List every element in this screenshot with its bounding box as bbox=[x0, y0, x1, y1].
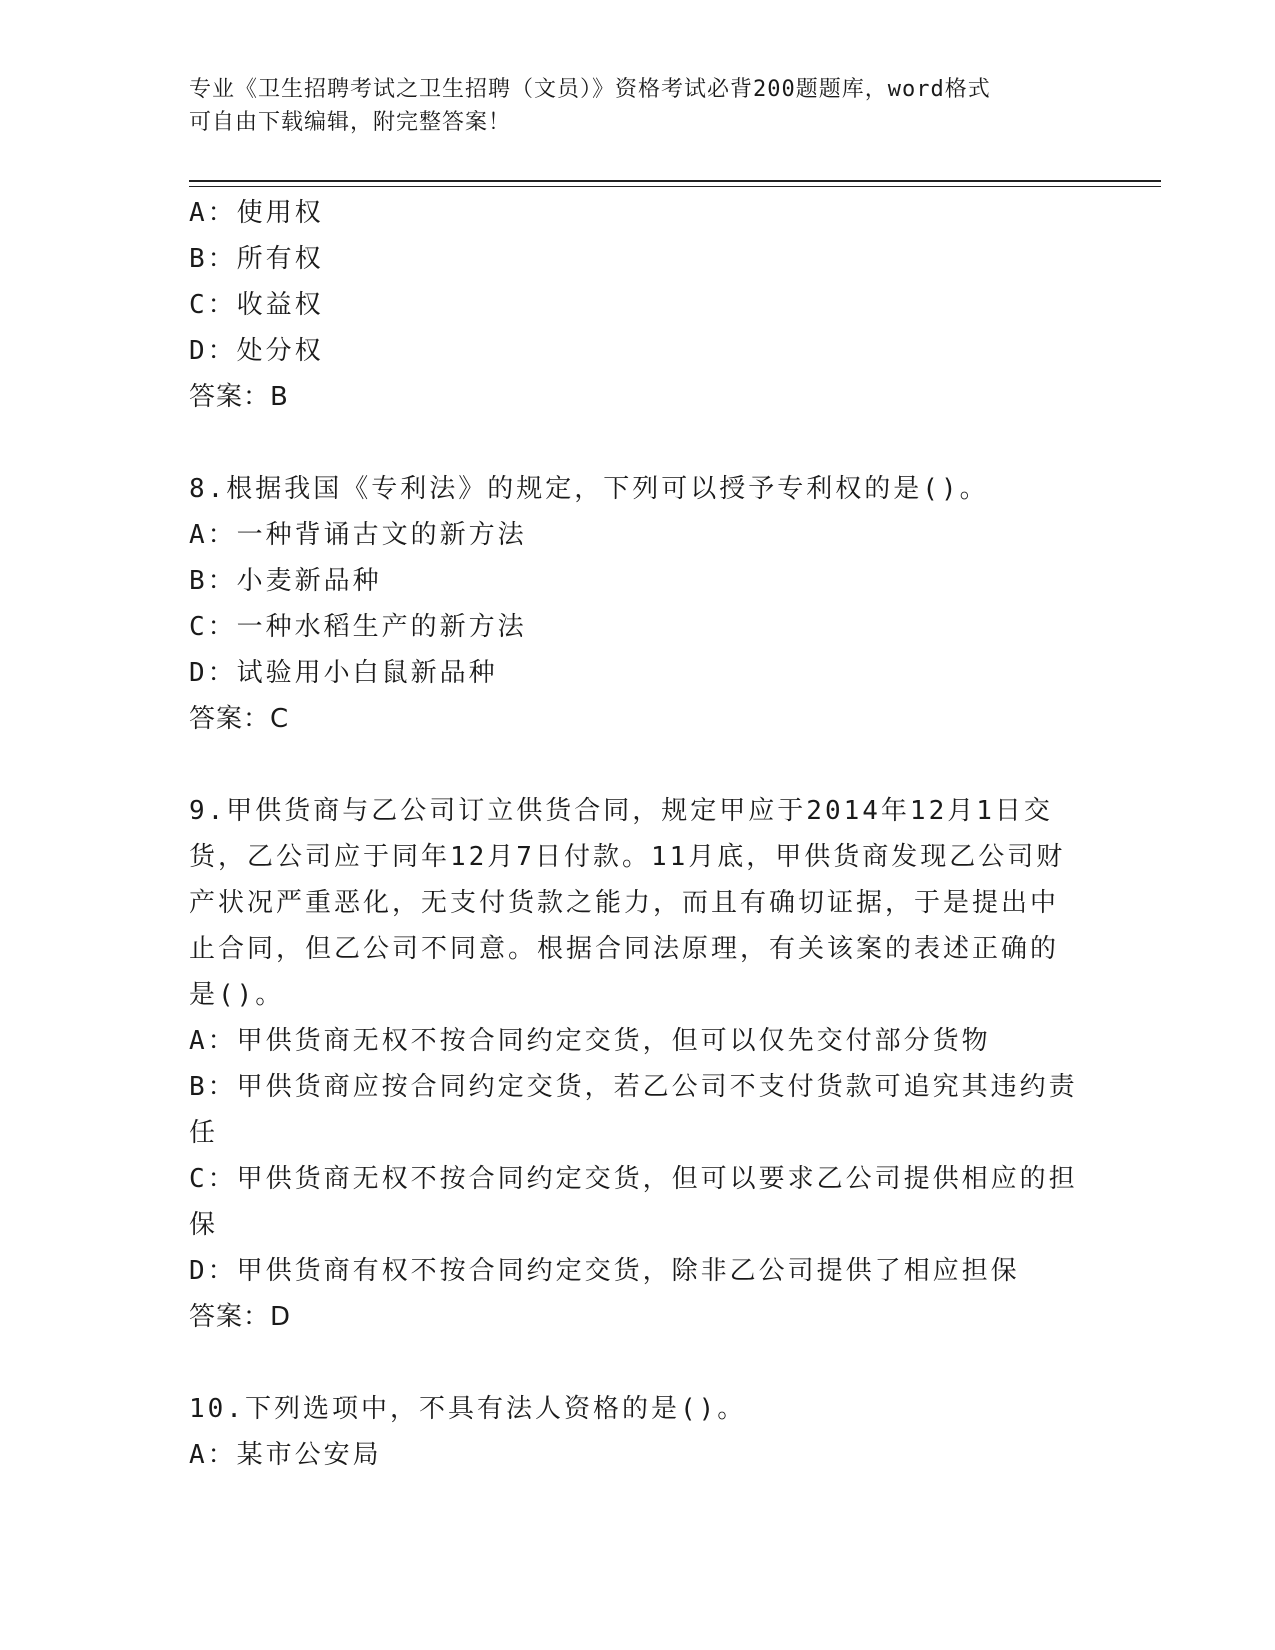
q8-option-c: C：一种水稻生产的新方法 bbox=[189, 612, 527, 642]
q8-option-d: D：试验用小白鼠新品种 bbox=[189, 658, 498, 688]
header-rule-thick bbox=[189, 180, 1161, 182]
header-rule-thin bbox=[189, 186, 1161, 187]
q8-option-b: B：小麦新品种 bbox=[189, 566, 382, 596]
q9-stem-line: 止合同，但乙公司不同意。根据合同法原理，有关该案的表述正确的 bbox=[189, 934, 1060, 964]
q9-option-c: C：甲供货商无权不按合同约定交货，但可以要求乙公司提供相应的担 bbox=[189, 1164, 1078, 1194]
q7-option-a: A：使用权 bbox=[189, 198, 324, 228]
document-header bbox=[189, 73, 1079, 139]
spacer bbox=[189, 742, 1089, 788]
question-list bbox=[189, 190, 1089, 1478]
q10-option-a: A：某市公安局 bbox=[189, 1440, 382, 1470]
header-line-2: 可自由下载编辑，附完整答案！ bbox=[189, 110, 512, 135]
q9-option-b: B：甲供货商应按合同约定交货，若乙公司不支付货款可追究其违约责 bbox=[189, 1072, 1078, 1102]
q7-answer: 答案：B bbox=[189, 382, 289, 412]
spacer bbox=[189, 1340, 1089, 1386]
q7-option-c: C：收益权 bbox=[189, 290, 324, 320]
q9-option-a: A：甲供货商无权不按合同约定交货，但可以仅先交付部分货物 bbox=[189, 1026, 991, 1056]
q8-stem: 8.根据我国《专利法》的规定，下列可以授予专利权的是()。 bbox=[189, 474, 989, 504]
q7-option-b: B：所有权 bbox=[189, 244, 324, 274]
q7-option-d: D：处分权 bbox=[189, 336, 324, 366]
q9-stem-line: 货，乙公司应于同年12月7日付款。11月底，甲供货商发现乙公司财 bbox=[189, 842, 1066, 872]
q10-stem: 10.下列选项中，不具有法人资格的是()。 bbox=[189, 1394, 747, 1424]
q9-stem-line: 9.甲供货商与乙公司订立供货合同，规定甲应于2014年12月1日交 bbox=[189, 796, 1053, 826]
q8-option-a: A：一种背诵古文的新方法 bbox=[189, 520, 527, 550]
q9-option-b-cont: 任 bbox=[189, 1118, 219, 1148]
q9-answer: 答案：D bbox=[189, 1302, 292, 1332]
header-line-1: 专业《卫生招聘考试之卫生招聘（文员）》资格考试必背200题题库，word格式 bbox=[189, 77, 991, 102]
spacer bbox=[189, 420, 1089, 466]
q9-stem-line: 是()。 bbox=[189, 980, 285, 1010]
q9-stem-line: 产状况严重恶化，无支付货款之能力，而且有确切证据，于是提出中 bbox=[189, 888, 1060, 918]
q9-option-d: D：甲供货商有权不按合同约定交货，除非乙公司提供了相应担保 bbox=[189, 1256, 1020, 1286]
q8-answer: 答案：C bbox=[189, 704, 290, 734]
q9-option-c-cont: 保 bbox=[189, 1210, 219, 1240]
